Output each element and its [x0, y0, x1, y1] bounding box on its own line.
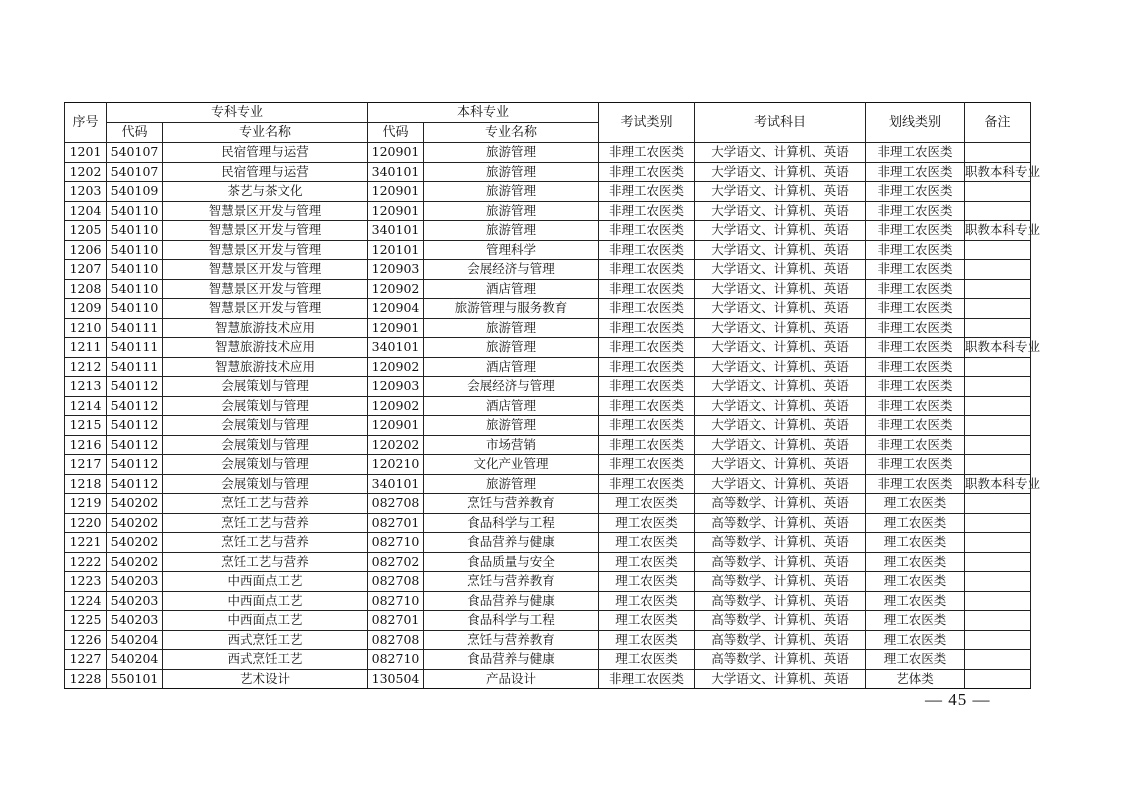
cell-zhuanke-name: 西式烹饪工艺	[163, 630, 368, 650]
cell-seq: 1216	[65, 435, 107, 455]
cell-line-type: 非理工农医类	[866, 143, 965, 163]
cell-zhuanke-name: 茶艺与茶文化	[163, 182, 368, 202]
table-row	[65, 474, 1031, 494]
cell-benke-code: 120901	[368, 143, 424, 163]
cell-benke-code: 082708	[368, 572, 424, 592]
cell-zhuanke-name: 中西面点工艺	[163, 611, 368, 631]
cell-zhuanke-code: 540110	[107, 240, 163, 260]
cell-exam-subjects: 大学语文、计算机、英语	[695, 143, 866, 163]
cell-zhuanke-name: 智慧景区开发与管理	[163, 260, 368, 280]
cell-seq: 1227	[65, 650, 107, 670]
cell-benke-code: 082708	[368, 494, 424, 514]
cell-line-type: 理工农医类	[866, 650, 965, 670]
header-exam-type: 考试类别	[599, 103, 695, 143]
cell-exam-type: 理工农医类	[599, 591, 695, 611]
cell-zhuanke-name: 烹饪工艺与营养	[163, 513, 368, 533]
cell-benke-name: 食品营养与健康	[424, 650, 599, 670]
cell-benke-name: 文化产业管理	[424, 455, 599, 475]
cell-zhuanke-name: 艺术设计	[163, 669, 368, 689]
table-row	[65, 279, 1031, 299]
cell-zhuanke-code: 540202	[107, 533, 163, 553]
cell-exam-subjects: 大学语文、计算机、英语	[695, 260, 866, 280]
cell-benke-name: 食品营养与健康	[424, 533, 599, 553]
cell-zhuanke-code: 540109	[107, 182, 163, 202]
cell-exam-subjects: 大学语文、计算机、英语	[695, 338, 866, 358]
cell-exam-type: 理工农医类	[599, 630, 695, 650]
cell-benke-name: 旅游管理与服务教育	[424, 299, 599, 319]
cell-line-type: 非理工农医类	[866, 299, 965, 319]
cell-seq: 1221	[65, 533, 107, 553]
cell-remark	[965, 377, 1031, 397]
cell-line-type: 理工农医类	[866, 494, 965, 514]
cell-exam-type: 理工农医类	[599, 572, 695, 592]
table-row	[65, 435, 1031, 455]
cell-line-type: 非理工农医类	[866, 221, 965, 241]
cell-remark	[965, 494, 1031, 514]
cell-remark	[965, 260, 1031, 280]
cell-exam-subjects: 高等数学、计算机、英语	[695, 591, 866, 611]
cell-benke-code: 120202	[368, 435, 424, 455]
cell-zhuanke-code: 540112	[107, 377, 163, 397]
cell-benke-code: 120901	[368, 201, 424, 221]
cell-exam-subjects: 大学语文、计算机、英语	[695, 162, 866, 182]
cell-exam-type: 非理工农医类	[599, 240, 695, 260]
cell-seq: 1212	[65, 357, 107, 377]
cell-remark	[965, 182, 1031, 202]
cell-exam-subjects: 大学语文、计算机、英语	[695, 182, 866, 202]
cell-zhuanke-code: 540202	[107, 513, 163, 533]
cell-line-type: 理工农医类	[866, 572, 965, 592]
cell-zhuanke-name: 民宿管理与运营	[163, 162, 368, 182]
table-row	[65, 143, 1031, 163]
table-row	[65, 591, 1031, 611]
cell-exam-subjects: 大学语文、计算机、英语	[695, 357, 866, 377]
table-row	[65, 221, 1031, 241]
cell-line-type: 非理工农医类	[866, 455, 965, 475]
cell-seq: 1204	[65, 201, 107, 221]
cell-exam-type: 非理工农医类	[599, 143, 695, 163]
cell-seq: 1210	[65, 318, 107, 338]
table-row	[65, 318, 1031, 338]
cell-exam-type: 非理工农医类	[599, 338, 695, 358]
cell-zhuanke-name: 民宿管理与运营	[163, 143, 368, 163]
cell-benke-name: 会展经济与管理	[424, 377, 599, 397]
cell-exam-subjects: 大学语文、计算机、英语	[695, 201, 866, 221]
cell-zhuanke-name: 中西面点工艺	[163, 591, 368, 611]
cell-line-type: 理工农医类	[866, 533, 965, 553]
table-row	[65, 455, 1031, 475]
cell-exam-type: 理工农医类	[599, 650, 695, 670]
cell-benke-code: 120903	[368, 377, 424, 397]
cell-line-type: 非理工农医类	[866, 435, 965, 455]
cell-benke-name: 酒店管理	[424, 396, 599, 416]
cell-benke-name: 旅游管理	[424, 201, 599, 221]
cell-zhuanke-name: 会展策划与管理	[163, 396, 368, 416]
cell-line-type: 非理工农医类	[866, 240, 965, 260]
cell-zhuanke-name: 智慧景区开发与管理	[163, 221, 368, 241]
cell-zhuanke-name: 智慧景区开发与管理	[163, 240, 368, 260]
table-body	[65, 143, 1041, 689]
cell-zhuanke-code: 540110	[107, 260, 163, 280]
cell-zhuanke-name: 烹饪工艺与营养	[163, 533, 368, 553]
table-row	[65, 669, 1031, 689]
table-row	[65, 552, 1031, 572]
cell-exam-subjects: 大学语文、计算机、英语	[695, 455, 866, 475]
cell-line-type: 理工农医类	[866, 552, 965, 572]
table-row	[65, 650, 1031, 670]
cell-seq: 1207	[65, 260, 107, 280]
cell-exam-type: 非理工农医类	[599, 201, 695, 221]
header-exam-subjects: 考试科目	[695, 103, 866, 143]
cell-zhuanke-code: 540111	[107, 357, 163, 377]
cell-seq: 1205	[65, 221, 107, 241]
cell-line-type: 非理工农医类	[866, 162, 965, 182]
cell-remark	[965, 630, 1031, 650]
cell-benke-code: 120903	[368, 260, 424, 280]
cell-benke-name: 旅游管理	[424, 338, 599, 358]
cell-exam-type: 非理工农医类	[599, 669, 695, 689]
cell-benke-name: 食品质量与安全	[424, 552, 599, 572]
table-row	[65, 240, 1031, 260]
cell-line-type: 非理工农医类	[866, 338, 965, 358]
cell-benke-code: 120210	[368, 455, 424, 475]
header-benke-name: 专业名称	[424, 123, 599, 143]
cell-zhuanke-code: 540107	[107, 162, 163, 182]
cell-remark: 职教本科专业	[965, 338, 1031, 358]
cell-benke-name: 旅游管理	[424, 143, 599, 163]
cell-benke-code: 340101	[368, 338, 424, 358]
cell-line-type: 非理工农医类	[866, 260, 965, 280]
cell-line-type: 非理工农医类	[866, 279, 965, 299]
cell-benke-name: 烹饪与营养教育	[424, 572, 599, 592]
cell-exam-subjects: 大学语文、计算机、英语	[695, 396, 866, 416]
cell-benke-name: 管理科学	[424, 240, 599, 260]
cell-zhuanke-code: 540110	[107, 221, 163, 241]
cell-exam-type: 非理工农医类	[599, 455, 695, 475]
table-row	[65, 630, 1031, 650]
cell-zhuanke-code: 540112	[107, 455, 163, 475]
cell-remark	[965, 357, 1031, 377]
cell-remark	[965, 318, 1031, 338]
cell-exam-type: 非理工农医类	[599, 221, 695, 241]
cell-remark	[965, 513, 1031, 533]
cell-exam-type: 非理工农医类	[599, 474, 695, 494]
header-benke-code: 代码	[368, 123, 424, 143]
cell-benke-code: 120901	[368, 318, 424, 338]
cell-seq: 1209	[65, 299, 107, 319]
cell-seq: 1223	[65, 572, 107, 592]
cell-benke-name: 食品科学与工程	[424, 611, 599, 631]
cell-zhuanke-name: 会展策划与管理	[163, 435, 368, 455]
cell-zhuanke-name: 烹饪工艺与营养	[163, 494, 368, 514]
cell-seq: 1215	[65, 416, 107, 436]
header-zhuanke-major: 专科专业	[107, 103, 368, 123]
cell-seq: 1226	[65, 630, 107, 650]
cell-remark	[965, 669, 1031, 689]
cell-exam-type: 非理工农医类	[599, 260, 695, 280]
header-seq: 序号	[65, 103, 107, 143]
cell-benke-code: 340101	[368, 221, 424, 241]
cell-zhuanke-name: 智慧景区开发与管理	[163, 299, 368, 319]
cell-zhuanke-code: 540112	[107, 416, 163, 436]
cell-seq: 1225	[65, 611, 107, 631]
cell-remark	[965, 572, 1031, 592]
cell-line-type: 非理工农医类	[866, 357, 965, 377]
cell-benke-code: 082702	[368, 552, 424, 572]
cell-exam-type: 理工农医类	[599, 611, 695, 631]
cell-remark	[965, 533, 1031, 553]
cell-seq: 1228	[65, 669, 107, 689]
cell-exam-type: 非理工农医类	[599, 279, 695, 299]
table-row	[65, 572, 1031, 592]
cell-zhuanke-name: 会展策划与管理	[163, 474, 368, 494]
cell-remark	[965, 650, 1031, 670]
cell-benke-name: 酒店管理	[424, 279, 599, 299]
cell-seq: 1214	[65, 396, 107, 416]
table-row	[65, 357, 1031, 377]
cell-zhuanke-name: 会展策划与管理	[163, 455, 368, 475]
cell-zhuanke-code: 540110	[107, 299, 163, 319]
cell-seq: 1202	[65, 162, 107, 182]
cell-exam-subjects: 大学语文、计算机、英语	[695, 474, 866, 494]
cell-benke-code: 082708	[368, 630, 424, 650]
cell-zhuanke-code: 540112	[107, 396, 163, 416]
cell-zhuanke-code: 540204	[107, 630, 163, 650]
cell-benke-name: 产品设计	[424, 669, 599, 689]
cell-benke-name: 食品营养与健康	[424, 591, 599, 611]
cell-benke-code: 082701	[368, 611, 424, 631]
cell-line-type: 理工农医类	[866, 611, 965, 631]
cell-remark	[965, 240, 1031, 260]
cell-exam-type: 非理工农医类	[599, 416, 695, 436]
cell-remark	[965, 435, 1031, 455]
cell-benke-code: 120902	[368, 279, 424, 299]
cell-line-type: 非理工农医类	[866, 474, 965, 494]
cell-exam-type: 理工农医类	[599, 513, 695, 533]
cell-zhuanke-code: 540110	[107, 201, 163, 221]
cell-zhuanke-name: 智慧景区开发与管理	[163, 279, 368, 299]
cell-seq: 1220	[65, 513, 107, 533]
table-row	[65, 494, 1031, 514]
table-row	[65, 377, 1031, 397]
cell-exam-subjects: 高等数学、计算机、英语	[695, 513, 866, 533]
cell-zhuanke-name: 中西面点工艺	[163, 572, 368, 592]
cell-zhuanke-code: 540202	[107, 494, 163, 514]
cell-benke-code: 120101	[368, 240, 424, 260]
table-row	[65, 513, 1031, 533]
cell-remark	[965, 279, 1031, 299]
cell-zhuanke-name: 烹饪工艺与营养	[163, 552, 368, 572]
cell-zhuanke-code: 540112	[107, 474, 163, 494]
header-zhuanke-name: 专业名称	[163, 123, 368, 143]
cell-seq: 1222	[65, 552, 107, 572]
cell-zhuanke-name: 智慧旅游技术应用	[163, 357, 368, 377]
cell-line-type: 非理工农医类	[866, 416, 965, 436]
cell-remark	[965, 396, 1031, 416]
cell-exam-type: 非理工农医类	[599, 162, 695, 182]
cell-zhuanke-name: 智慧旅游技术应用	[163, 338, 368, 358]
cell-benke-name: 市场营销	[424, 435, 599, 455]
cell-zhuanke-code: 540204	[107, 650, 163, 670]
table-row	[65, 396, 1031, 416]
cell-line-type: 理工农医类	[866, 513, 965, 533]
cell-remark	[965, 201, 1031, 221]
cell-remark	[965, 552, 1031, 572]
cell-zhuanke-code: 540110	[107, 279, 163, 299]
cell-remark	[965, 455, 1031, 475]
cell-exam-type: 理工农医类	[599, 533, 695, 553]
cell-benke-code: 120904	[368, 299, 424, 319]
cell-seq: 1219	[65, 494, 107, 514]
cell-exam-type: 非理工农医类	[599, 318, 695, 338]
cell-zhuanke-name: 西式烹饪工艺	[163, 650, 368, 670]
cell-exam-type: 非理工农医类	[599, 299, 695, 319]
cell-seq: 1208	[65, 279, 107, 299]
cell-exam-type: 非理工农医类	[599, 357, 695, 377]
cell-exam-type: 非理工农医类	[599, 377, 695, 397]
cell-benke-code: 082710	[368, 591, 424, 611]
cell-seq: 1224	[65, 591, 107, 611]
cell-zhuanke-code: 540203	[107, 591, 163, 611]
major-mapping-table	[64, 102, 1041, 689]
header-line-type: 划线类别	[866, 103, 965, 143]
cell-exam-subjects: 大学语文、计算机、英语	[695, 669, 866, 689]
cell-line-type: 理工农医类	[866, 591, 965, 611]
cell-exam-subjects: 高等数学、计算机、英语	[695, 494, 866, 514]
cell-zhuanke-name: 会展策划与管理	[163, 377, 368, 397]
cell-benke-code: 082701	[368, 513, 424, 533]
table-row	[65, 533, 1031, 553]
cell-line-type: 非理工农医类	[866, 396, 965, 416]
cell-benke-name: 旅游管理	[424, 416, 599, 436]
cell-zhuanke-name: 智慧旅游技术应用	[163, 318, 368, 338]
cell-benke-code: 130504	[368, 669, 424, 689]
cell-zhuanke-code: 540111	[107, 338, 163, 358]
cell-benke-code: 082710	[368, 533, 424, 553]
cell-exam-subjects: 高等数学、计算机、英语	[695, 611, 866, 631]
page-number: — 45 —	[925, 690, 991, 709]
cell-exam-subjects: 大学语文、计算机、英语	[695, 416, 866, 436]
cell-seq: 1203	[65, 182, 107, 202]
cell-benke-code: 120901	[368, 416, 424, 436]
cell-exam-type: 非理工农医类	[599, 182, 695, 202]
cell-benke-code: 082710	[368, 650, 424, 670]
header-remark: 备注	[965, 103, 1031, 143]
cell-exam-subjects: 大学语文、计算机、英语	[695, 279, 866, 299]
cell-seq: 1211	[65, 338, 107, 358]
cell-benke-name: 食品科学与工程	[424, 513, 599, 533]
cell-remark	[965, 143, 1031, 163]
cell-exam-subjects: 大学语文、计算机、英语	[695, 435, 866, 455]
cell-benke-name: 旅游管理	[424, 474, 599, 494]
cell-line-type: 非理工农医类	[866, 377, 965, 397]
cell-exam-subjects: 大学语文、计算机、英语	[695, 377, 866, 397]
cell-seq: 1213	[65, 377, 107, 397]
cell-exam-subjects: 高等数学、计算机、英语	[695, 552, 866, 572]
cell-zhuanke-code: 540203	[107, 572, 163, 592]
cell-line-type: 非理工农医类	[866, 201, 965, 221]
table-row	[65, 162, 1031, 182]
cell-zhuanke-code: 540112	[107, 435, 163, 455]
cell-benke-code: 120902	[368, 396, 424, 416]
cell-seq: 1206	[65, 240, 107, 260]
cell-line-type: 理工农医类	[866, 630, 965, 650]
cell-exam-subjects: 大学语文、计算机、英语	[695, 318, 866, 338]
cell-remark	[965, 299, 1031, 319]
cell-benke-name: 旅游管理	[424, 318, 599, 338]
cell-benke-name: 旅游管理	[424, 221, 599, 241]
cell-line-type: 非理工农医类	[866, 182, 965, 202]
cell-exam-subjects: 大学语文、计算机、英语	[695, 221, 866, 241]
cell-benke-name: 烹饪与营养教育	[424, 494, 599, 514]
cell-zhuanke-code: 550101	[107, 669, 163, 689]
cell-benke-code: 340101	[368, 162, 424, 182]
cell-zhuanke-code: 540107	[107, 143, 163, 163]
cell-seq: 1218	[65, 474, 107, 494]
cell-remark: 职教本科专业	[965, 474, 1031, 494]
cell-exam-subjects: 大学语文、计算机、英语	[695, 299, 866, 319]
cell-exam-type: 理工农医类	[599, 552, 695, 572]
cell-exam-type: 非理工农医类	[599, 396, 695, 416]
cell-benke-name: 酒店管理	[424, 357, 599, 377]
table-row	[65, 182, 1031, 202]
cell-exam-subjects: 大学语文、计算机、英语	[695, 240, 866, 260]
cell-exam-type: 非理工农医类	[599, 435, 695, 455]
cell-benke-code: 120901	[368, 182, 424, 202]
table-row	[65, 260, 1031, 280]
cell-zhuanke-name: 会展策划与管理	[163, 416, 368, 436]
cell-remark: 职教本科专业	[965, 221, 1031, 241]
cell-exam-subjects: 高等数学、计算机、英语	[695, 630, 866, 650]
cell-zhuanke-code: 540111	[107, 318, 163, 338]
table-row	[65, 299, 1031, 319]
cell-exam-type: 理工农医类	[599, 494, 695, 514]
cell-exam-subjects: 高等数学、计算机、英语	[695, 572, 866, 592]
cell-zhuanke-code: 540202	[107, 552, 163, 572]
cell-seq: 1201	[65, 143, 107, 163]
cell-line-type: 非理工农医类	[866, 318, 965, 338]
cell-remark	[965, 416, 1031, 436]
cell-remark: 职教本科专业	[965, 162, 1031, 182]
table-row	[65, 416, 1031, 436]
cell-zhuanke-name: 智慧景区开发与管理	[163, 201, 368, 221]
cell-remark	[965, 611, 1031, 631]
header-zhuanke-code: 代码	[107, 123, 163, 143]
cell-benke-code: 120902	[368, 357, 424, 377]
cell-benke-name: 烹饪与营养教育	[424, 630, 599, 650]
table-row	[65, 338, 1031, 358]
cell-seq: 1217	[65, 455, 107, 475]
header-benke-major: 本科专业	[368, 103, 599, 123]
cell-exam-subjects: 高等数学、计算机、英语	[695, 650, 866, 670]
cell-line-type: 艺体类	[866, 669, 965, 689]
cell-benke-name: 旅游管理	[424, 182, 599, 202]
table-row	[65, 611, 1031, 631]
cell-benke-name: 旅游管理	[424, 162, 599, 182]
cell-benke-code: 340101	[368, 474, 424, 494]
cell-remark	[965, 591, 1031, 611]
cell-zhuanke-code: 540203	[107, 611, 163, 631]
table-row	[65, 201, 1031, 221]
cell-benke-name: 会展经济与管理	[424, 260, 599, 280]
cell-exam-subjects: 高等数学、计算机、英语	[695, 533, 866, 553]
